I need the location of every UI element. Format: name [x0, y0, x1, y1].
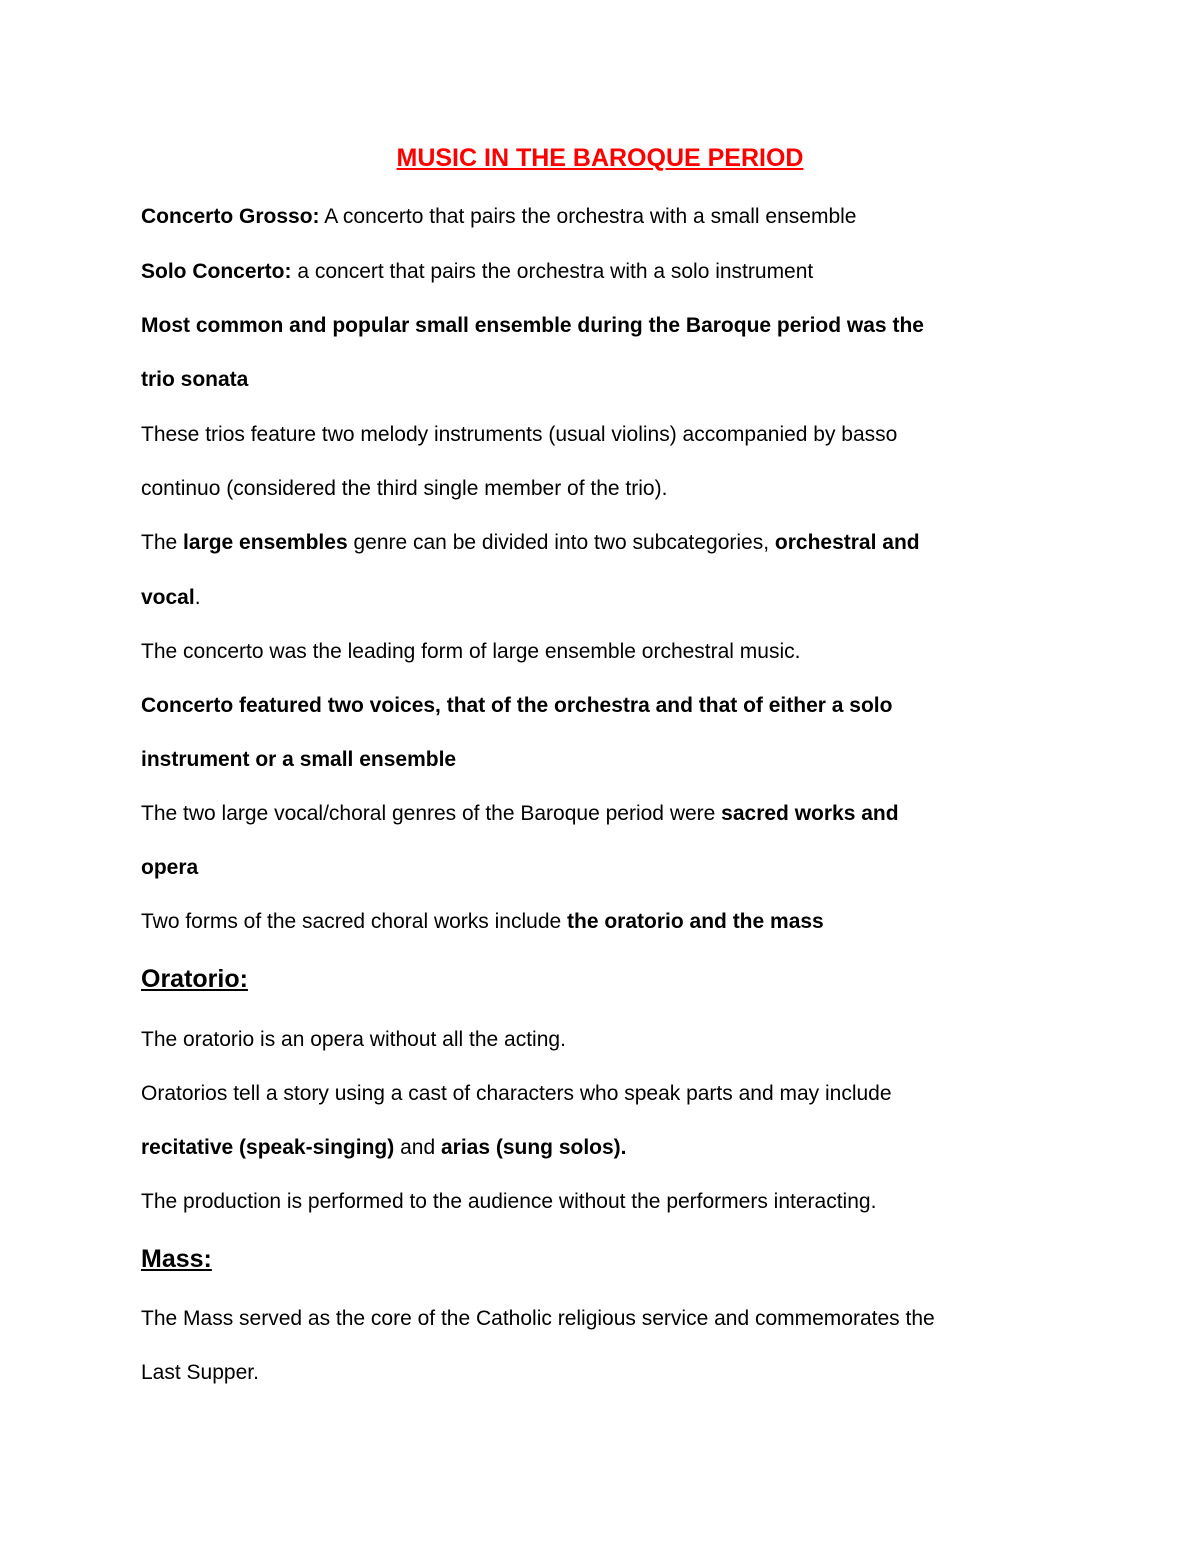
oratorio-paragraph-3: The production is performed to the audience without the performers interacting.: [141, 1190, 877, 1213]
large-ensembles-categories: orchestral and: [774, 531, 920, 554]
large-ensembles-text-c: genre can be divided into two subcategories,: [347, 531, 775, 554]
trios-description-line-2: continuo (considered the third single member of the trio).: [141, 477, 668, 500]
concerto-voices-line-1: Concerto featured two voices, that of the orchestra and that of either a solo: [141, 694, 893, 717]
vocal-genres-line-2: opera: [141, 856, 199, 879]
arias-term: arias (sung solos).: [440, 1136, 627, 1159]
concerto-grosso-line: [141, 202, 856, 232]
mass-paragraph-line-2: Last Supper.: [141, 1361, 259, 1384]
trios-description-line-1: These trios feature two melody instruments (usual violins) accompanied by basso: [141, 423, 898, 446]
oratorio-heading: Oratorio:: [141, 965, 248, 993]
large-ensembles-line-1: [141, 528, 920, 558]
concerto-voices-line-2: instrument or a small ensemble: [141, 748, 457, 771]
large-ensembles-text-a: The: [141, 531, 184, 554]
sacred-forms-text: Two forms of the sacred choral works include: [141, 910, 568, 933]
mass-heading: Mass:: [141, 1245, 212, 1273]
document-title: MUSIC IN THE BAROQUE PERIOD: [396, 144, 804, 172]
oratorio-paragraph-1: The oratorio is an opera without all the acting.: [141, 1028, 566, 1051]
large-ensembles-term: large ensembles: [183, 531, 348, 554]
and-text: and: [394, 1136, 441, 1159]
trio-sonata-line-1: Most common and popular small ensemble during the Baroque period was the: [141, 314, 924, 337]
vocal-genres-line-1: [141, 799, 899, 829]
concerto-grosso-term: Concerto Grosso:: [141, 205, 320, 228]
recitative-term: recitative (speak-singing): [141, 1136, 395, 1159]
oratorio-paragraph-2-line-1: Oratorios tell a story using a cast of characters who speak parts and may include: [141, 1082, 892, 1105]
vocal-genres-text: The two large vocal/choral genres of the Baroque period were: [141, 802, 722, 825]
vocal-genres-sacred: sacred works and: [721, 802, 899, 825]
mass-paragraph-line-1: The Mass served as the core of the Catholic religious service and commemorates the: [141, 1307, 935, 1330]
sacred-forms-line: [141, 907, 824, 937]
oratorio-paragraph-2-line-2: [141, 1133, 627, 1163]
solo-concerto-term: Solo Concerto:: [141, 260, 292, 283]
concerto-grosso-definition: A concerto that pairs the orchestra with a small ensemble: [319, 205, 857, 228]
solo-concerto-definition: a concert that pairs the orchestra with a solo instrument: [291, 260, 814, 283]
large-ensembles-period: .: [194, 586, 201, 609]
large-ensembles-line-2: [141, 583, 201, 613]
sacred-forms-list: the oratorio and the mass: [567, 910, 824, 933]
solo-concerto-line: [141, 257, 813, 287]
trio-sonata-line-2: trio sonata: [141, 368, 249, 391]
concerto-leading-line: The concerto was the leading form of large ensemble orchestral music.: [141, 640, 801, 663]
large-ensembles-vocal: vocal: [141, 586, 195, 609]
